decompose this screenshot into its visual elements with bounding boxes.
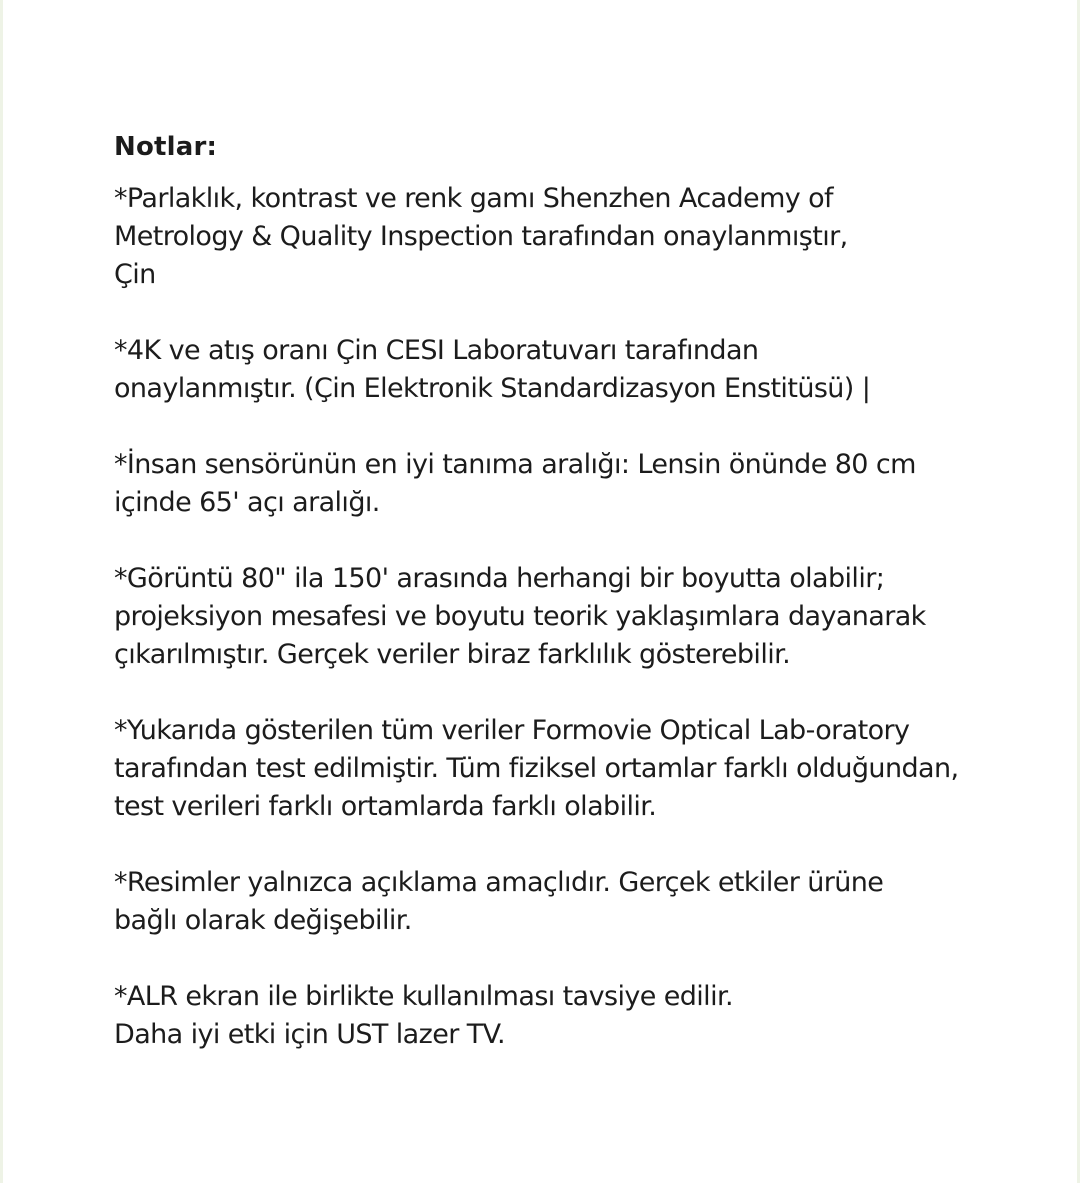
note-line: *Yukarıda gösterilen tüm veriler Formovie Optical Lab-oratory bbox=[114, 715, 910, 746]
note-human-sensor bbox=[114, 446, 1059, 522]
notes-title: Notlar: bbox=[114, 132, 218, 162]
note-line: Daha iyi etki için UST lazer TV. bbox=[114, 1019, 505, 1050]
note-line: bağlı olarak değişebilir. bbox=[114, 905, 412, 936]
note-line: çıkarılmıştır. Gerçek veriler biraz farklılık gösterebilir. bbox=[114, 639, 791, 670]
note-image-size bbox=[114, 560, 1059, 674]
note-line: *Görüntü 80" ila 150' arasında herhangi bir boyutta olabilir; bbox=[114, 563, 885, 594]
note-alr-screen bbox=[114, 978, 1059, 1054]
note-line: içinde 65' açı aralığı. bbox=[114, 487, 380, 518]
note-line: test verileri farklı ortamlarda farklı olabilir. bbox=[114, 791, 657, 822]
note-line: onaylanmıştır. (Çin Elektronik Standardizasyon Enstitüsü) | bbox=[114, 373, 871, 404]
note-test-data bbox=[114, 712, 1059, 826]
note-line: *Resimler yalnızca açıklama amaçlıdır. Gerçek etkiler ürüne bbox=[114, 867, 884, 898]
note-line: tarafından test edilmiştir. Tüm fiziksel ortamlar farklı olduğundan, bbox=[114, 753, 959, 784]
note-images-illustrative bbox=[114, 864, 1059, 940]
notes-section bbox=[114, 126, 1059, 1092]
note-line: *İnsan sensörünün en iyi tanıma aralığı: Lensin önünde 80 cm bbox=[114, 449, 916, 480]
note-line: *Parlaklık, kontrast ve renk gamı Shenzhen Academy of bbox=[114, 183, 833, 214]
note-line: *ALR ekran ile birlikte kullanılması tavsiye edilir. bbox=[114, 981, 733, 1012]
note-line: Çin bbox=[114, 259, 156, 290]
note-line: *4K ve atış oranı Çin CESI Laboratuvarı tarafından bbox=[114, 335, 759, 366]
note-brightness bbox=[114, 180, 1059, 294]
note-line: Metrology & Quality Inspection tarafından onaylanmıştır, bbox=[114, 221, 848, 252]
note-line: projeksiyon mesafesi ve boyutu teorik yaklaşımlara dayanarak bbox=[114, 601, 926, 632]
note-4k-throw-ratio bbox=[114, 332, 1059, 408]
